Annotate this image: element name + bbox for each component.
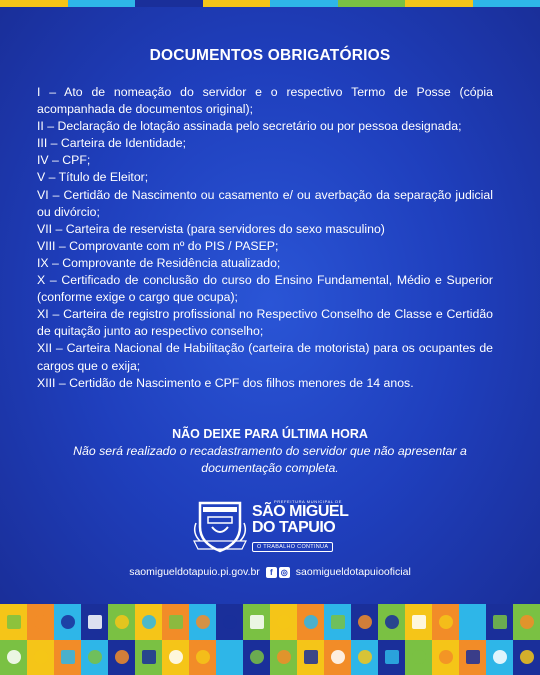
pattern-tile (243, 604, 270, 640)
instagram-icon[interactable]: ◎ (279, 567, 290, 578)
list-item: II – Declaração de lotação assinada pelo secretário ou por pessoa designada; (37, 119, 462, 134)
list-item: X – Certificado de conclusão do curso do Ensino Fundamental, Médio e Superior (conforme exige o cargo que ocupa); (37, 273, 493, 305)
facebook-icon[interactable]: f (266, 567, 277, 578)
website-link[interactable]: saomigueldotapuio.pi.gov.br (129, 566, 260, 578)
social-icons (266, 567, 290, 578)
list-item: IV – CPF; (37, 153, 91, 168)
pattern-tile (162, 604, 189, 640)
pattern-tile (135, 640, 162, 675)
prefeitura-logo (190, 497, 360, 557)
pattern-tile (513, 640, 540, 675)
pattern-tile (378, 604, 405, 640)
list-item: V – Título de Eleitor; (37, 170, 149, 185)
pattern-tile (405, 640, 432, 675)
pattern-tile (216, 604, 243, 640)
pattern-tile (432, 604, 459, 640)
pattern-tile (162, 640, 189, 675)
logo-tagline: O TRABALHO CONTINUA (252, 542, 333, 552)
list-item: VII – Carteira de reservista (para servidores do sexo masculino) (37, 221, 385, 236)
pattern-tile (297, 604, 324, 640)
crest-icon (190, 497, 250, 555)
pattern-tile (54, 640, 81, 675)
pattern-tile (459, 604, 486, 640)
logo-text (252, 499, 364, 553)
logo-small-text: PREFEITURA MUNICIPAL DE (273, 499, 343, 504)
pattern-tile (27, 640, 54, 675)
pattern-tile (378, 640, 405, 675)
page-title: DOCUMENTOS OBRIGATÓRIOS (149, 47, 391, 64)
pattern-tile (486, 640, 513, 675)
pattern-tile (513, 604, 540, 640)
pattern-tile (432, 640, 459, 675)
pattern-tile (405, 604, 432, 640)
pattern-tile (270, 640, 297, 675)
list-item: XII – Carteira Nacional de Habilitação (carteira de motorista) para os ocupantes de cargos que o exija; (37, 341, 493, 373)
decorative-tile-strip (0, 604, 540, 675)
pattern-tile (486, 604, 513, 640)
pattern-tile (189, 604, 216, 640)
pattern-tile (324, 604, 351, 640)
pattern-tile (297, 640, 324, 675)
documents-list (37, 84, 493, 392)
pattern-tile (135, 604, 162, 640)
pattern-tile (324, 640, 351, 675)
logo-city-line1: SÃO MIGUEL (252, 503, 349, 520)
contact-row (0, 566, 540, 578)
list-item: VI – Certidão de Nascimento ou casamento e/ ou averbação da separação judicial ou divórcio; (37, 187, 493, 219)
list-item: III – Carteira de Identidade; (37, 136, 187, 151)
pattern-tile (108, 604, 135, 640)
pattern-tile (0, 604, 27, 640)
pattern-tile (108, 640, 135, 675)
top-color-bar (0, 0, 540, 7)
warning-title: NÃO DEIXE PARA ÚLTIMA HORA (172, 427, 368, 441)
list-item: IX – Comprovante de Residência atualizado; (37, 255, 281, 270)
pattern-tile (270, 604, 297, 640)
pattern-tile (351, 604, 378, 640)
list-item: VIII – Comprovante com nº do PIS / PASEP; (37, 238, 279, 253)
list-item: XIII – Certidão de Nascimento e CPF dos filhos menores de 14 anos. (37, 375, 414, 390)
pattern-tile (459, 640, 486, 675)
pattern-tile (81, 640, 108, 675)
pattern-tile (27, 604, 54, 640)
list-item: XI – Carteira de registro profissional no Respectivo Conselho de Classe e Certidão de quitação junto ao respectivo conselho; (37, 307, 493, 339)
pattern-tile (351, 640, 378, 675)
list-item: I – Ato de nomeação do servidor e o respectivo Termo de Posse (cópia acompanhada de documentos original); (37, 85, 493, 117)
pattern-tile (81, 604, 108, 640)
pattern-tile (0, 640, 27, 675)
pattern-tile (189, 640, 216, 675)
pattern-tile (243, 640, 270, 675)
warning-text: Não será realizado o recadastramento do servidor que não apresentar a documentação completa. (73, 444, 467, 475)
pattern-tile (54, 604, 81, 640)
social-handle[interactable]: saomigueldotapuiooficial (295, 566, 411, 578)
pattern-tile (216, 640, 243, 675)
logo-city-line2: DO TAPUIO (252, 519, 336, 536)
